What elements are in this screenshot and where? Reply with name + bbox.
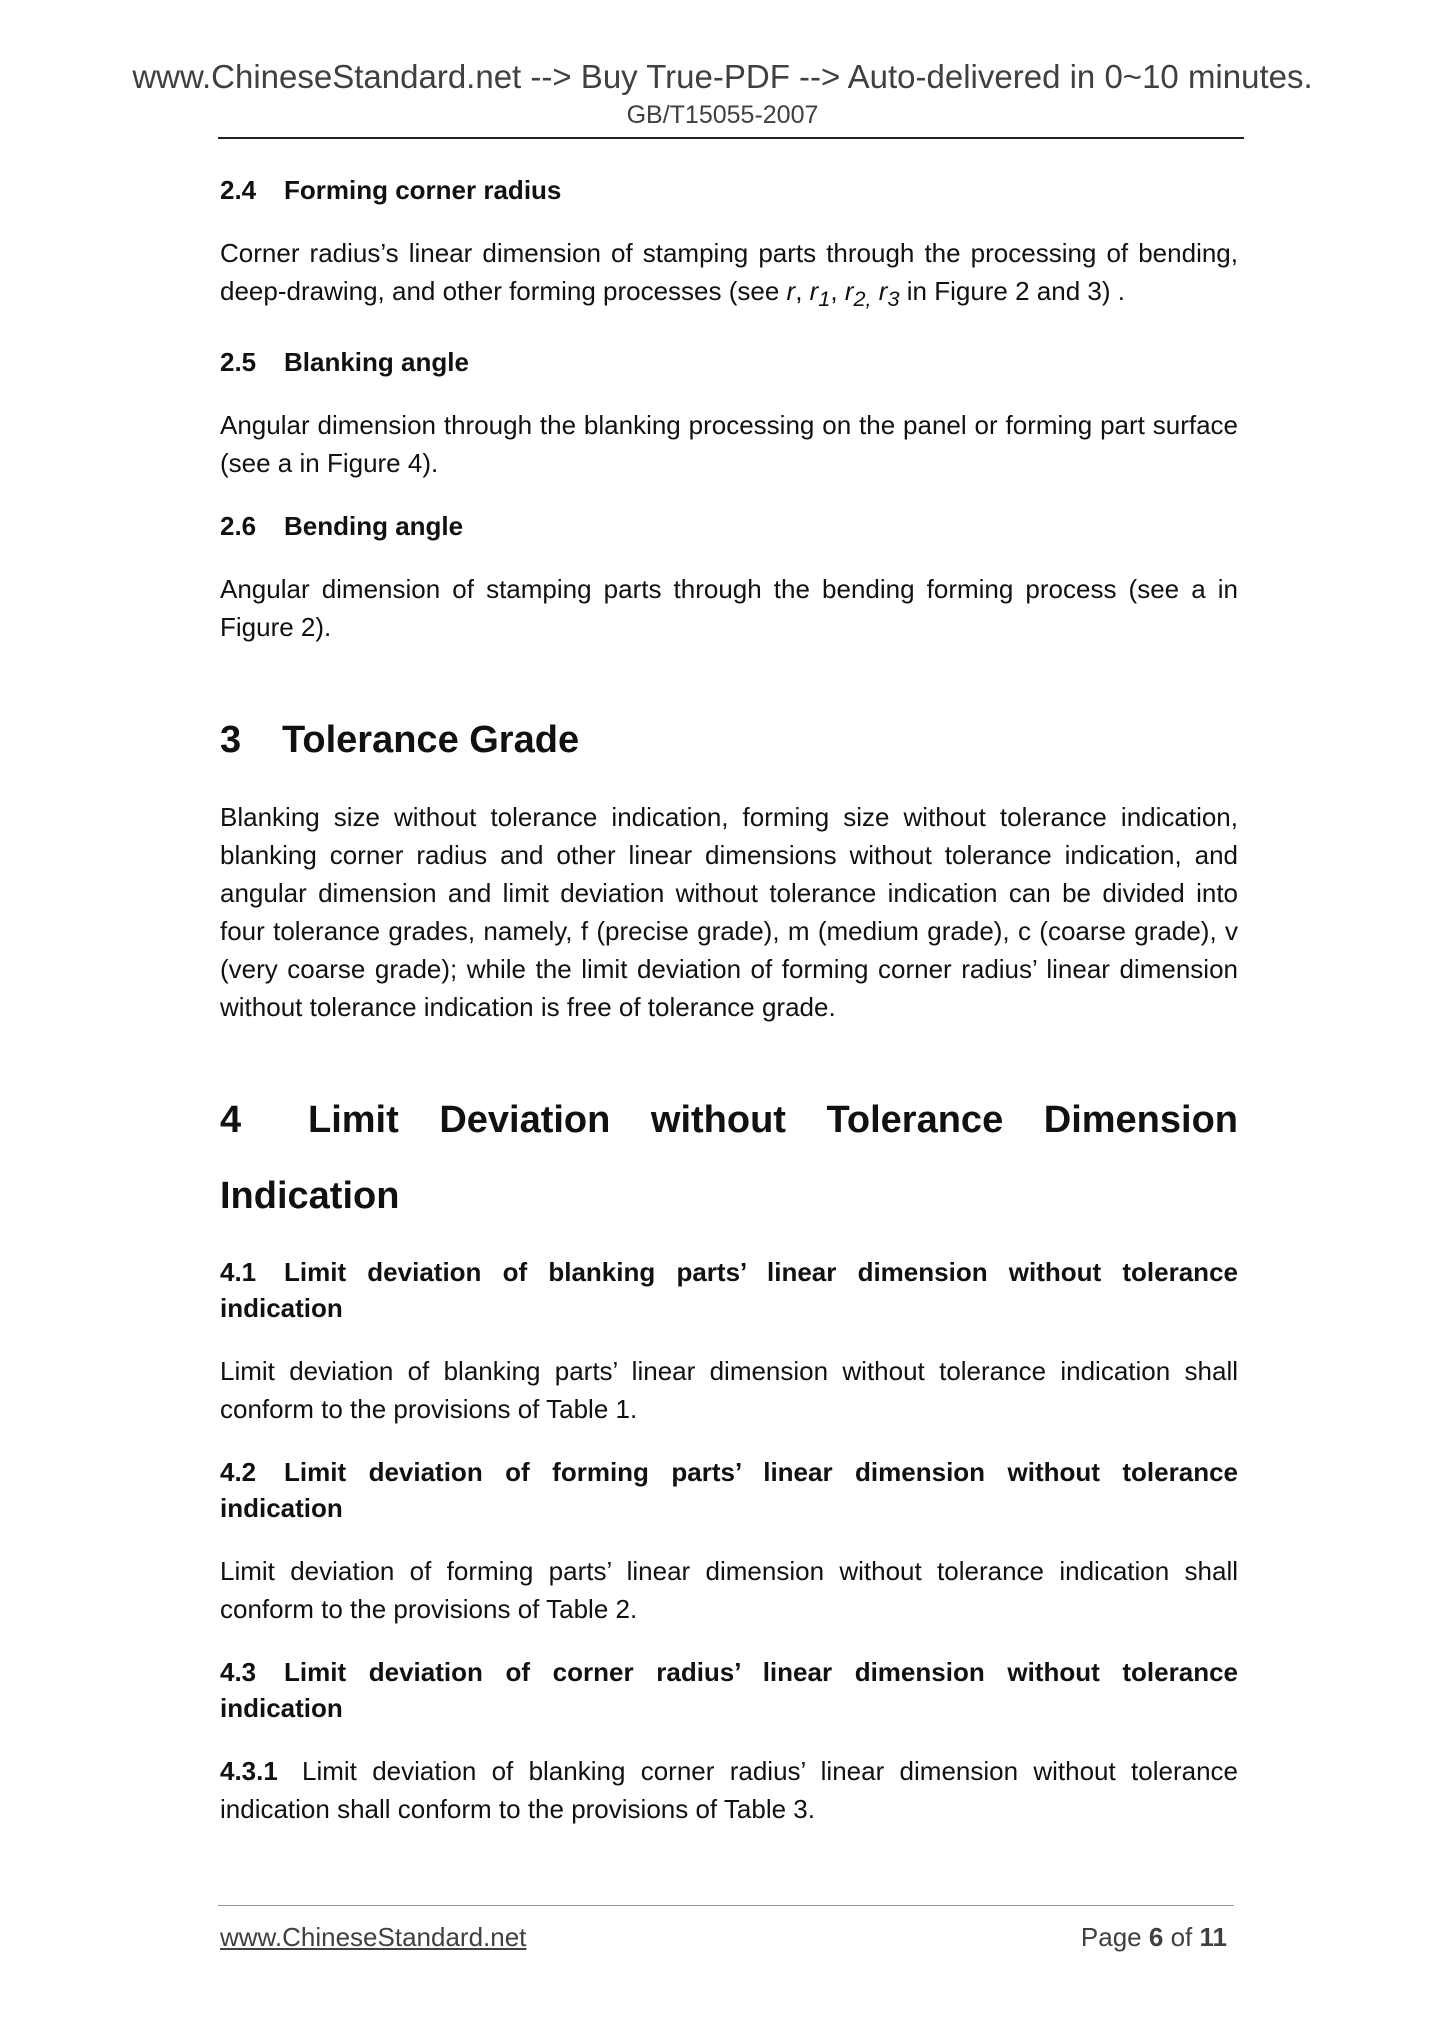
body-text: Limit deviation of blanking corner radius’ linear dimension without tolerance indication shall conform to the provisions of Table 3. xyxy=(220,1756,1238,1825)
separator: , xyxy=(795,276,810,306)
subscript: 3 xyxy=(887,286,900,312)
section-number: 2.4 xyxy=(220,175,257,205)
symbol-r2 xyxy=(844,276,872,312)
footer-site-link[interactable]: www.ChineseStandard.net xyxy=(220,1922,527,1952)
body-text: in Figure 2 and 3) . xyxy=(899,276,1125,306)
section-title: Bending angle xyxy=(284,511,464,542)
page-header xyxy=(0,56,1445,132)
section-2-5-heading xyxy=(220,344,1238,380)
section-2-5-body: Angular dimension through the blanking processing on the panel or forming part surface (see a in Figure 4). xyxy=(220,410,1238,479)
section-3-body: Blanking size without tolerance indication, forming size without tolerance indication, blanking corner radius and other linear dimensions without tolerance indication, and angular dimension and limit deviation without tolerance indication can be divided into four tolerance grades, namely, f (precise grade), m (medium grade), c (coarse grade), v (very coarse grade); while the limit deviation of forming corner radius’ linear dimension without tolerance indication is free of tolerance grade. xyxy=(220,802,1238,1023)
subscript: 2, xyxy=(853,286,872,312)
section-number: 4.3 xyxy=(220,1657,257,1688)
section-4-1-body: Limit deviation of blanking parts’ linear dimension without tolerance indication shall conform to the provisions of Table 1. xyxy=(220,1356,1238,1425)
section-2-6-heading xyxy=(220,508,1238,544)
section-title: Tolerance Grade xyxy=(282,719,580,762)
section-4-2-body: Limit deviation of forming parts’ linear dimension without tolerance indication shall conform to the provisions of Table 2. xyxy=(220,1556,1238,1625)
symbol-r3 xyxy=(878,276,900,312)
section-2-4-body xyxy=(220,234,1238,318)
section-number: 4.2 xyxy=(220,1457,257,1488)
section-title: Limit deviation of blanking parts’ linear dimension without tolerance indication xyxy=(220,1257,1238,1324)
section-title: Limit Deviation without Tolerance Dimension Indication xyxy=(220,1099,1238,1218)
section-number: 4.3.1 xyxy=(220,1756,278,1787)
document-body xyxy=(220,172,1238,1854)
symbol-base: r xyxy=(844,276,854,306)
separator xyxy=(872,276,879,306)
section-4-heading xyxy=(220,1082,1238,1234)
section-4-1-heading xyxy=(220,1254,1238,1326)
standard-number: GB/T15055-2007 xyxy=(626,101,819,129)
separator: , xyxy=(830,276,845,306)
page-total: 11 xyxy=(1199,1922,1227,1952)
page-current: 6 xyxy=(1148,1922,1164,1952)
symbol-r: r xyxy=(786,276,796,306)
page-label: Page xyxy=(1080,1922,1142,1952)
body-text: Corner radius’s linear dimension of stamping parts through the processing of bending, deep-drawing, and other forming processes (see xyxy=(220,238,1238,306)
footer-divider xyxy=(218,1905,1234,1906)
section-3-heading xyxy=(220,702,1238,778)
symbol-base: r xyxy=(878,276,888,306)
page-of: of xyxy=(1170,1922,1193,1952)
header-banner[interactable]: www.ChineseStandard.net --> Buy True-PDF --> Auto-delivered in 0~10 minutes. xyxy=(132,58,1313,95)
section-number: 4.1 xyxy=(220,1257,257,1288)
section-4-2-heading xyxy=(220,1454,1238,1526)
symbol-r1 xyxy=(809,276,831,312)
symbol-base: r xyxy=(809,276,819,306)
section-number: 2.5 xyxy=(220,347,257,378)
section-number: 2.6 xyxy=(220,511,257,542)
section-number: 4 xyxy=(220,1099,242,1142)
section-4-3-1-body xyxy=(220,1752,1238,1828)
section-2-4-heading xyxy=(220,172,1238,208)
section-title: Limit deviation of corner radius’ linear dimension without tolerance indication xyxy=(220,1657,1238,1724)
section-title: Limit deviation of forming parts’ linear dimension without tolerance indication xyxy=(220,1457,1238,1524)
subscript: 1 xyxy=(818,286,831,312)
page-indicator xyxy=(1081,1922,1227,1953)
header-divider xyxy=(218,137,1244,139)
section-4-3-heading xyxy=(220,1654,1238,1726)
section-title: Blanking angle xyxy=(284,347,469,378)
section-title: Forming corner radius xyxy=(284,175,562,205)
section-2-6-body: Angular dimension of stamping parts through the bending forming process (see a in Figure 2). xyxy=(220,574,1238,643)
section-number: 3 xyxy=(220,719,242,762)
